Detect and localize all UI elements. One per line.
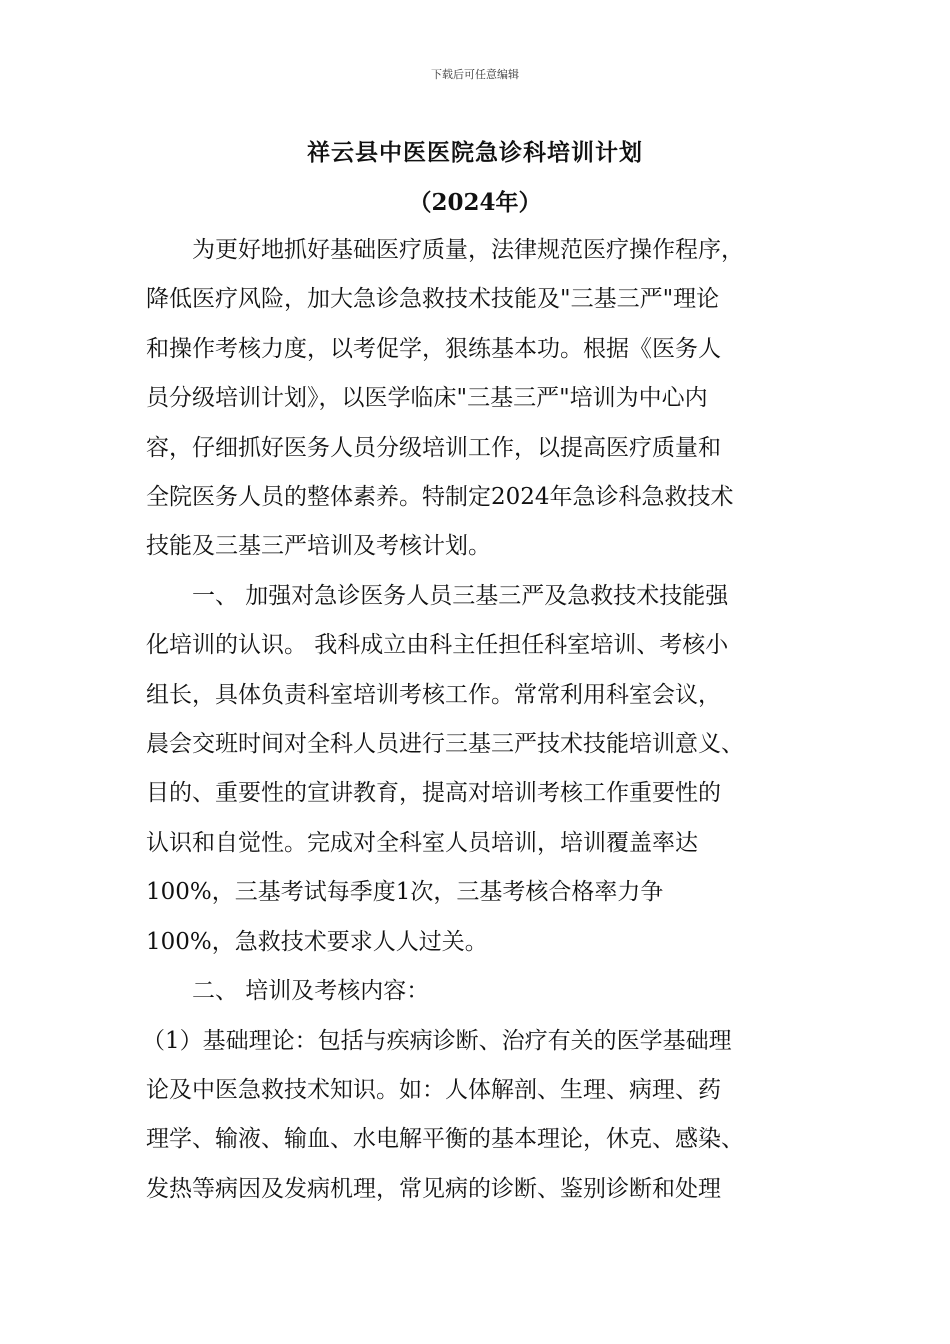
text-line: 全院医务人员的整体素养。特制定2024年急诊科急救技术 bbox=[146, 484, 734, 511]
text-line: 组长，具体负责科室培训考核工作。常常利用科室会议， bbox=[146, 681, 721, 708]
text-line: 降低医疗风险，加大急诊急救技术技能及"三基三严"理论 bbox=[146, 286, 720, 313]
text-line: 理学、输液、输血、水电解平衡的基本理论，休克、感染、 bbox=[146, 1126, 744, 1153]
document-year: （2024年） bbox=[408, 189, 542, 216]
text-line: 和操作考核力度，以考促学，狠练基本功。根据《医务人 bbox=[146, 335, 721, 362]
text-line: 员分级培训计划》，以医学临床"三基三严"培训为中心内 bbox=[146, 385, 708, 412]
section-heading: 二、 培训及考核内容： bbox=[192, 978, 430, 1005]
paragraph-intro bbox=[146, 226, 806, 572]
text-line: 100%，急救技术要求人人过关。 bbox=[146, 928, 488, 955]
text-line: 技能及三基三严培训及考核计划。 bbox=[146, 533, 491, 560]
document-title: 祥云县中医医院急诊科培训计划 bbox=[307, 139, 643, 166]
paragraph-section-2 bbox=[146, 967, 806, 1016]
text-line: 论及中医急救技术知识。如：人体解剖、生理、病理、药 bbox=[146, 1076, 721, 1103]
text-line: 一、 加强对急诊医务人员三基三严及急救技术技能强 bbox=[192, 582, 729, 609]
text-line: 100%，三基考试每季度1次，三基考核合格率力争 bbox=[146, 879, 664, 906]
text-line: （1）基础理论：包括与疾病诊断、治疗有关的医学基础理 bbox=[142, 1027, 732, 1054]
text-line: 容，仔细抓好医务人员分级培训工作，以提高医疗质量和 bbox=[146, 434, 721, 461]
text-line: 目的、重要性的宣讲教育，提高对培训考核工作重要性的 bbox=[146, 780, 721, 807]
header-note: 下载后可任意编辑 bbox=[431, 68, 519, 81]
text-line: 发热等病因及发病机理，常见病的诊断、鉴别诊断和处理 bbox=[146, 1175, 721, 1202]
text-line: 化培训的认识。 我科成立由科主任担任科室培训、考核小 bbox=[146, 632, 729, 659]
text-line: 为更好地抓好基础医疗质量，法律规范医疗操作程序， bbox=[192, 237, 744, 263]
text-line: 认识和自觉性。完成对全科室人员培训，培训覆盖率达 bbox=[146, 829, 698, 856]
paragraph-basic-theory bbox=[142, 1017, 806, 1215]
document-body bbox=[142, 226, 806, 1214]
text-line: 晨会交班时间对全科人员进行三基三严技术技能培训意义、 bbox=[146, 731, 744, 758]
paragraph-section-1 bbox=[146, 572, 806, 967]
